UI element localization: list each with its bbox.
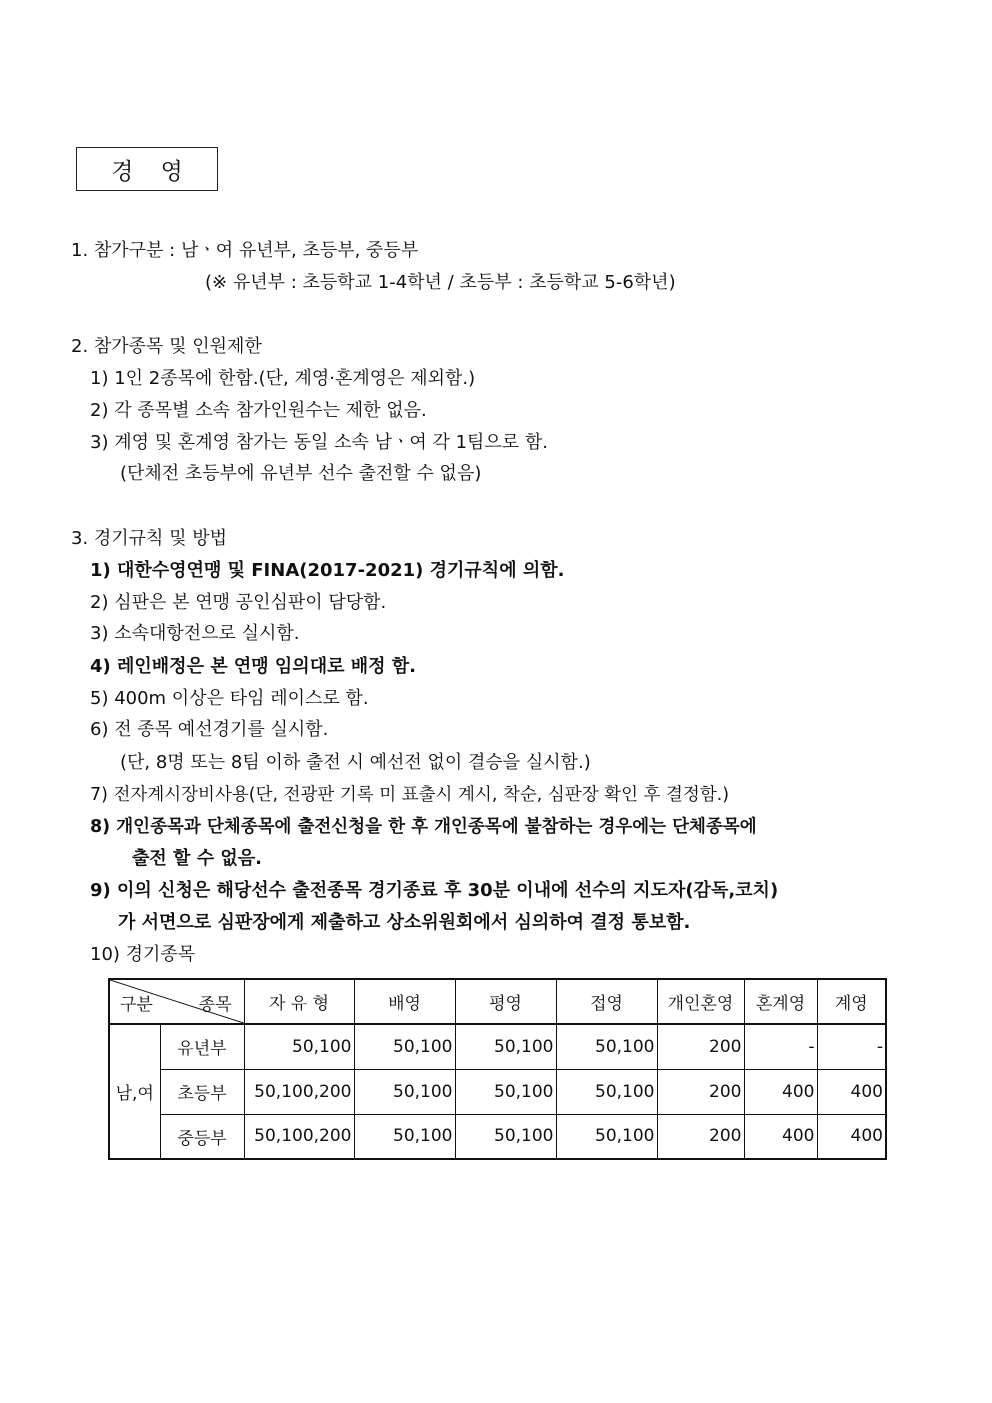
header-medley-relay: 혼계영 <box>744 979 817 1024</box>
table-row <box>109 1069 886 1114</box>
value-cell: 200 <box>657 1069 744 1114</box>
events-table-corner-cell <box>109 979 244 1024</box>
header-freestyle: 자 유 형 <box>244 979 354 1024</box>
rules-item-3: 3) 소속대항전으로 실시함. <box>90 623 300 644</box>
header-backstroke: 배영 <box>354 979 455 1024</box>
table-row <box>109 1024 886 1069</box>
rules-item-10: 10) 경기종목 <box>90 944 196 965</box>
events-limit-item-1: 1) 1인 2종목에 한함.(단, 계영·혼계영은 제외함.) <box>90 368 476 389</box>
rules-item-6-note: (단, 8명 또는 8팀 이하 출전 시 예선전 없이 결승을 실시함.) <box>120 752 591 773</box>
rules-item-9: 9) 이의 신청은 해당선수 출전종목 경기종료 후 30분 이내에 선수의 지도자(감독,코치) <box>90 880 779 901</box>
value-cell: 50,100,200 <box>244 1114 354 1159</box>
rules-item-8-cont: 출전 할 수 없음. <box>132 848 262 869</box>
value-cell: 200 <box>657 1114 744 1159</box>
rules-item-2: 2) 심판은 본 연맹 공인심판이 담당함. <box>90 592 387 613</box>
events-limit-item-3: 3) 계영 및 혼계영 참가는 동일 소속 남ㆍ여 각 1팀으로 함. <box>90 432 549 453</box>
division-cell: 중등부 <box>160 1114 244 1159</box>
rules-item-6: 6) 전 종목 예선경기를 실시함. <box>90 719 329 740</box>
value-cell: 50,100 <box>455 1114 556 1159</box>
events-table <box>108 978 887 1160</box>
events-table-header-row <box>109 979 886 1024</box>
value-cell: - <box>744 1024 817 1069</box>
division-cell: 초등부 <box>160 1069 244 1114</box>
table-row <box>109 1114 886 1159</box>
value-cell: 50,100 <box>354 1114 455 1159</box>
value-cell: 50,100 <box>556 1114 657 1159</box>
value-cell: 50,100,200 <box>244 1069 354 1114</box>
section-title-box <box>76 147 218 191</box>
value-cell: 400 <box>744 1114 817 1159</box>
section-title: 경 영 <box>111 158 193 185</box>
value-cell: 50,100 <box>455 1024 556 1069</box>
value-cell: 50,100 <box>244 1024 354 1069</box>
value-cell: 50,100 <box>556 1024 657 1069</box>
value-cell: 50,100 <box>354 1069 455 1114</box>
division-cell: 유년부 <box>160 1024 244 1069</box>
value-cell: 400 <box>817 1069 886 1114</box>
value-cell: 400 <box>744 1069 817 1114</box>
events-limit-item-2: 2) 각 종목별 소속 참가인원수는 제한 없음. <box>90 400 427 421</box>
header-freestyle-relay: 계영 <box>817 979 886 1024</box>
rules-item-4: 4) 레인배정은 본 연맹 임의대로 배정 함. <box>90 656 417 677</box>
value-cell: 400 <box>817 1114 886 1159</box>
group-cell: 남,여 <box>109 1024 160 1159</box>
corner-label-category: 구분 <box>120 995 153 1015</box>
rules-item-7: 7) 전자계시장비사용(단, 전광판 기록 미 표출시 계시, 착순, 심판장 확인 후 결정함.) <box>90 785 730 805</box>
events-limit-item-3-note: (단체전 초등부에 유년부 선수 출전할 수 없음) <box>120 463 482 484</box>
rules-item-5: 5) 400m 이상은 타임 레이스로 함. <box>90 688 369 709</box>
value-cell: 50,100 <box>354 1024 455 1069</box>
rules-item-8: 8) 개인종목과 단체종목에 출전신청을 한 후 개인종목에 불참하는 경우에는 단체종목에 <box>90 817 757 837</box>
rules-item-1: 1) 대한수영연맹 및 FINA(2017-2021) 경기규칙에 의함. <box>90 560 565 581</box>
events-limit-heading: 2. 참가종목 및 인원제한 <box>71 336 262 357</box>
header-breaststroke: 평영 <box>455 979 556 1024</box>
corner-label-event: 종목 <box>198 995 232 1015</box>
header-butterfly: 접영 <box>556 979 657 1024</box>
value-cell: 50,100 <box>455 1069 556 1114</box>
value-cell: 50,100 <box>556 1069 657 1114</box>
participation-category-note: (※ 유년부 : 초등학교 1-4학년 / 초등부 : 초등학교 5-6학년) <box>205 272 676 293</box>
rules-item-9-cont: 가 서면으로 심판장에게 제출하고 상소위원회에서 심의하여 결정 통보함. <box>118 912 691 933</box>
rules-heading: 3. 경기규칙 및 방법 <box>71 528 228 549</box>
value-cell: 200 <box>657 1024 744 1069</box>
value-cell: - <box>817 1024 886 1069</box>
header-individual-medley: 개인혼영 <box>657 979 744 1024</box>
participation-category: 1. 참가구분 : 남ㆍ여 유년부, 초등부, 중등부 <box>71 240 419 261</box>
